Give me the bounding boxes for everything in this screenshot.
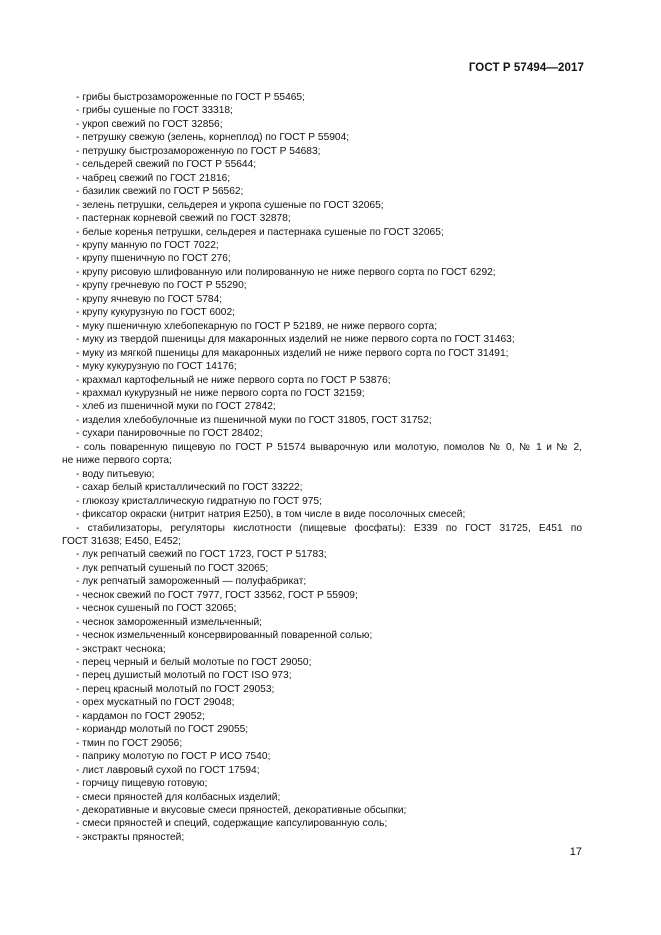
page-number: 17 bbox=[569, 846, 582, 858]
list-item-continuation: ГОСТ 31638; Е450, Е452; bbox=[62, 535, 182, 547]
list-item: - перец красный молотый по ГОСТ 29053; bbox=[76, 683, 275, 695]
list-item: - пастернак корневой свежий по ГОСТ 32878; bbox=[76, 213, 291, 225]
list-item: - сельдерей свежий по ГОСТ Р 55644; bbox=[76, 159, 257, 171]
list-item: - изделия хлебобулочные из пшеничной муки по ГОСТ 31805, ГОСТ 31752; bbox=[76, 414, 432, 426]
list-item: - муку кукурузную по ГОСТ 14176; bbox=[76, 361, 237, 373]
list-item: - смеси пряностей и специй, содержащие капсулированную соль; bbox=[76, 818, 388, 830]
list-item: - муку из твердой пшеницы для макаронных изделий не ниже первого сорта по ГОСТ 31463; bbox=[76, 334, 515, 346]
list-item: - горчицу пищевую готовую; bbox=[76, 778, 208, 790]
list-item: - крупу ячневую по ГОСТ 5784; bbox=[76, 293, 223, 305]
list-item: - грибы быстрозамороженные по ГОСТ Р 55465; bbox=[76, 92, 305, 103]
list-item: - крупу кукурузную по ГОСТ 6002; bbox=[76, 307, 235, 319]
list-item: - зелень петрушки, сельдерея и укропа сушеные по ГОСТ 32065; bbox=[76, 199, 384, 211]
list-item-continuation: не ниже первого сорта; bbox=[62, 455, 172, 467]
list-item: - лук репчатый сушеный по ГОСТ 32065; bbox=[76, 562, 269, 574]
list-item: - экстракт чеснока; bbox=[76, 643, 166, 655]
list-item: - глюкозу кристаллическую гидратную по ГОСТ 975; bbox=[76, 495, 322, 507]
list-item: - крупу рисовую шлифованную или полированную не ниже первого сорта по ГОСТ 6292; bbox=[76, 266, 496, 278]
list-item: - тмин по ГОСТ 29056; bbox=[76, 737, 183, 749]
list-item: - крупу манную по ГОСТ 7022; bbox=[76, 239, 219, 251]
list-item: - укроп свежий по ГОСТ 32856; bbox=[76, 118, 223, 130]
list-item: - орех мускатный по ГОСТ 29048; bbox=[76, 697, 235, 709]
list-item: - чеснок измельченный консервированный поваренной солью; bbox=[76, 630, 373, 642]
list-item: - паприку молотую по ГОСТ Р ИСО 7540; bbox=[76, 751, 271, 763]
list-item: - грибы сушеные по ГОСТ 33318; bbox=[76, 105, 233, 117]
list-item: - чеснок свежий по ГОСТ 7977, ГОСТ 33562, ГОСТ Р 55909; bbox=[76, 589, 358, 601]
list-item: - лист лавровый сухой по ГОСТ 17594; bbox=[76, 764, 260, 776]
list-item: - декоративные и вкусовые смеси пряностей, декоративные обсыпки; bbox=[76, 805, 407, 817]
list-item: - лук репчатый замороженный — полуфабрикат; bbox=[76, 576, 307, 588]
list-item: - кардамон по ГОСТ 29052; bbox=[76, 710, 205, 722]
list-item: - сухари панировочные по ГОСТ 28402; bbox=[76, 428, 263, 440]
list-item: - чабрец свежий по ГОСТ 21816; bbox=[76, 172, 231, 184]
list-item: - воду питьевую; bbox=[76, 468, 155, 480]
list-item: - белые коренья петрушки, сельдерея и пастернака сушеные по ГОСТ 32065; bbox=[76, 226, 444, 238]
list-item: - чеснок замороженный измельченный; bbox=[76, 616, 263, 628]
list-item: - муку из мягкой пшеницы для макаронных изделий не ниже первого сорта по ГОСТ 31491; bbox=[76, 347, 509, 359]
list-item: - лук репчатый свежий по ГОСТ 1723, ГОСТ Р 51783; bbox=[76, 549, 327, 561]
list-item: - экстракты пряностей; bbox=[76, 831, 185, 843]
ingredient-list bbox=[62, 91, 582, 844]
list-item: - хлеб из пшеничной муки по ГОСТ 27842; bbox=[76, 401, 276, 413]
list-item: - базилик свежий по ГОСТ Р 56562; bbox=[76, 186, 244, 198]
list-item: - крупу пшеничную по ГОСТ 276; bbox=[76, 253, 231, 265]
list-item: - чеснок сушеный по ГОСТ 32065; bbox=[76, 603, 237, 615]
list-item: - муку пшеничную хлебопекарную по ГОСТ Р 52189, не ниже первого сорта; bbox=[76, 320, 438, 332]
list-item: - соль поваренную пищевую по ГОСТ Р 51574 выварочную или молотую, помолов № 0, № 1 и № 2, bbox=[76, 441, 582, 453]
list-item: - перец черный и белый молотые по ГОСТ 29050; bbox=[76, 657, 312, 669]
list-item: - перец душистый молотый по ГОСТ ISO 973; bbox=[76, 670, 292, 682]
list-item: - смеси пряностей для колбасных изделий; bbox=[76, 791, 281, 803]
list-item: - крупу гречневую по ГОСТ Р 55290; bbox=[76, 280, 247, 292]
list-item: - кориандр молотый по ГОСТ 29055; bbox=[76, 724, 249, 736]
list-item: - петрушку свежую (зелень, корнеплод) по ГОСТ Р 55904; bbox=[76, 132, 350, 144]
list-item: - сахар белый кристаллический по ГОСТ 33222; bbox=[76, 482, 303, 494]
list-item: - петрушку быстрозамороженную по ГОСТ Р 54683; bbox=[76, 145, 321, 157]
list-item: - крахмал кукурузный не ниже первого сорта по ГОСТ 32159; bbox=[76, 387, 365, 399]
list-item: - фиксатор окраски (нитрит натрия Е250), в том числе в виде посолочных смесей; bbox=[76, 509, 466, 521]
list-item: - крахмал картофельный не ниже первого сорта по ГОСТ Р 53876; bbox=[76, 374, 391, 386]
list-item: - стабилизаторы, регуляторы кислотности (пищевые фосфаты): Е339 по ГОСТ 31725, Е451 по bbox=[76, 522, 582, 534]
document-code: ГОСТ Р 57494—2017 bbox=[468, 62, 584, 74]
